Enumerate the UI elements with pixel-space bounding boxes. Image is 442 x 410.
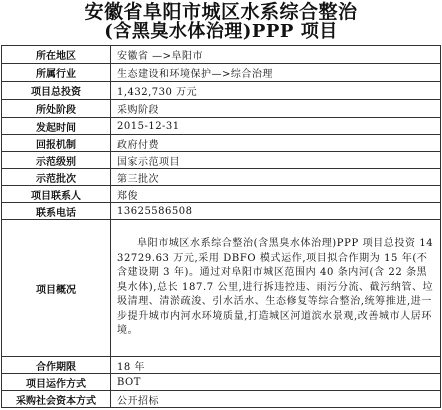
row-value-demo-level: 国家示范项目 bbox=[111, 152, 441, 169]
row-value-contact-person: 郑俊 bbox=[111, 186, 441, 203]
table-row bbox=[2, 374, 441, 391]
table-row bbox=[2, 46, 441, 64]
table-row bbox=[2, 169, 441, 186]
row-label-region: 所在地区 bbox=[2, 46, 111, 64]
table-row bbox=[2, 64, 441, 82]
row-label-industry: 所属行业 bbox=[2, 64, 111, 82]
table-row bbox=[2, 118, 441, 135]
row-label-return-mechanism: 回报机制 bbox=[2, 135, 111, 152]
row-value-industry: 生态建设和环境保护—>综合治理 bbox=[111, 64, 441, 82]
row-value-demo-batch: 第三批次 bbox=[111, 169, 441, 186]
row-value-procurement-method: 公开招标 bbox=[111, 391, 441, 408]
row-label-cooperation-period: 合作期限 bbox=[2, 357, 111, 374]
row-value-cooperation-period: 18 年 bbox=[111, 357, 441, 374]
table-row bbox=[2, 186, 441, 203]
row-value-overview: 阜阳市城区水系综合整治(含黑臭水体治理)PPP 项目总投资 1432729.63 万元,采用 DBFO 模式运作,项目拟合作期为 15 年(不含建设期 3 年)。通过对阜阳市城区范围内 40 条内河(含 22 条黑臭水体),总长 187.7 公里,进行拆违控违、雨污分流、截污纳管、垃圾清理、清淤疏浚、引水活水、生态修复等综合整治,统筹推进,进一步提升城市内河水环境质量,打造城区河道滨水景观,改善城市人居环境。 bbox=[111, 220, 441, 357]
table-row bbox=[2, 391, 441, 408]
title-line-2: (含黑臭水体治理)PPP 项目 bbox=[104, 21, 338, 42]
row-value-phone: 13625586508 bbox=[111, 203, 441, 220]
table-row bbox=[2, 357, 441, 374]
table-row bbox=[2, 220, 441, 357]
row-label-demo-level: 示范级别 bbox=[2, 152, 111, 169]
row-value-stage: 采购阶段 bbox=[111, 100, 441, 118]
table-row bbox=[2, 135, 441, 152]
title-line-1: 安徽省阜阳市城区水系综合整治 bbox=[84, 1, 358, 23]
row-label-demo-batch: 示范批次 bbox=[2, 169, 111, 186]
row-value-region: 安徽省 —>阜阳市 bbox=[111, 46, 441, 64]
row-label-operation-mode: 项目运作方式 bbox=[2, 374, 111, 391]
row-label-procurement-method: 采购社会资本方式 bbox=[2, 391, 111, 408]
table-row bbox=[2, 82, 441, 100]
row-label-contact-person: 项目联系人 bbox=[2, 186, 111, 203]
row-value-operation-mode: BOT bbox=[111, 374, 441, 391]
row-label-start-date: 发起时间 bbox=[2, 118, 111, 135]
project-info-table bbox=[1, 45, 441, 408]
row-value-total-investment: 1,432,730 万元 bbox=[111, 82, 441, 100]
table-row bbox=[2, 203, 441, 220]
row-value-start-date: 2015-12-31 bbox=[111, 118, 441, 135]
table-row bbox=[2, 100, 441, 118]
row-label-overview: 项目概况 bbox=[2, 220, 111, 357]
row-value-return-mechanism: 政府付费 bbox=[111, 135, 441, 152]
table-row bbox=[2, 152, 441, 169]
row-label-phone: 联系电话 bbox=[2, 203, 111, 220]
row-label-stage: 所处阶段 bbox=[2, 100, 111, 118]
document-title bbox=[1, 2, 441, 42]
row-label-total-investment: 项目总投资 bbox=[2, 82, 111, 100]
